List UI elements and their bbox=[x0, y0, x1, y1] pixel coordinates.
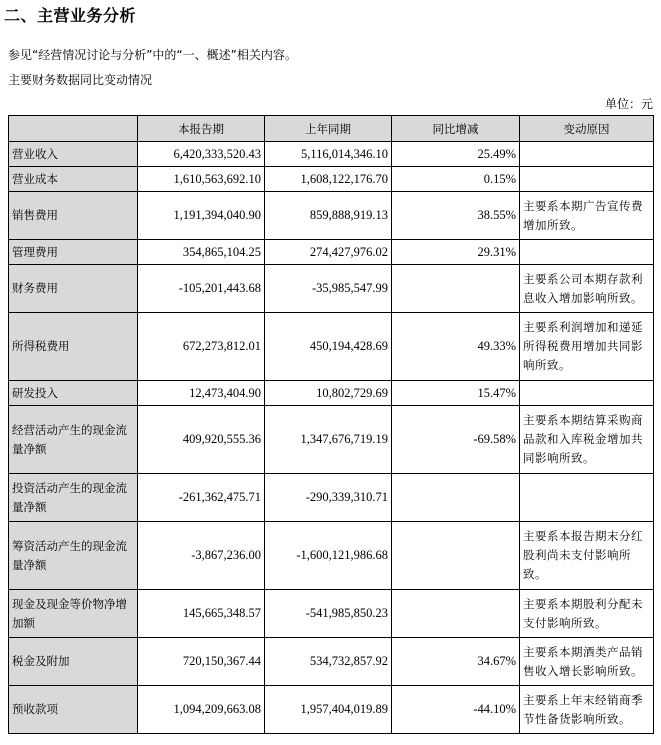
row-prior: -541,985,850.23 bbox=[265, 590, 392, 638]
row-reason: 主要系利润增加和递延所得税费用增加共同影响所致。 bbox=[520, 313, 654, 381]
row-current: 145,665,348.57 bbox=[138, 590, 265, 638]
row-item: 税金及附加 bbox=[9, 638, 138, 686]
header-prior-period: 上年同期 bbox=[265, 116, 392, 142]
row-item: 研发投入 bbox=[9, 381, 138, 406]
row-item: 营业成本 bbox=[9, 167, 138, 192]
table-row bbox=[9, 167, 654, 192]
row-change: -44.10% bbox=[392, 686, 520, 734]
row-item: 经营活动产生的现金流量净额 bbox=[9, 406, 138, 474]
row-reason: 主要系上年末经销商季节性备货影响所致。 bbox=[520, 686, 654, 734]
row-prior: 5,116,014,346.10 bbox=[265, 142, 392, 167]
row-change: 15.47% bbox=[392, 381, 520, 406]
row-change: 38.55% bbox=[392, 192, 520, 240]
financial-data-table bbox=[8, 115, 654, 734]
row-reason: 主要系本期酒类产品销售收入增长影响所致。 bbox=[520, 638, 654, 686]
row-item: 销售费用 bbox=[9, 192, 138, 240]
row-prior: 1,957,404,019.89 bbox=[265, 686, 392, 734]
row-reason bbox=[520, 381, 654, 406]
row-item: 营业收入 bbox=[9, 142, 138, 167]
table-row bbox=[9, 590, 654, 638]
row-prior: 859,888,919.13 bbox=[265, 192, 392, 240]
row-item: 管理费用 bbox=[9, 240, 138, 265]
table-row bbox=[9, 406, 654, 474]
row-current: 672,273,812.01 bbox=[138, 313, 265, 381]
row-reason bbox=[520, 167, 654, 192]
row-item: 预收款项 bbox=[9, 686, 138, 734]
row-change: 25.49% bbox=[392, 142, 520, 167]
table-row bbox=[9, 240, 654, 265]
row-change: 0.15% bbox=[392, 167, 520, 192]
row-change bbox=[392, 590, 520, 638]
row-change bbox=[392, 522, 520, 590]
row-current: 354,865,104.25 bbox=[138, 240, 265, 265]
row-current: -105,201,443.68 bbox=[138, 265, 265, 313]
row-current: -3,867,236.00 bbox=[138, 522, 265, 590]
table-row bbox=[9, 142, 654, 167]
row-reason: 主要系本期结算采购商品款和入库税金增加共同影响所致。 bbox=[520, 406, 654, 474]
row-reason bbox=[520, 240, 654, 265]
table-row bbox=[9, 522, 654, 590]
section-title: 二、主营业务分析 bbox=[4, 6, 137, 25]
table-row bbox=[9, 313, 654, 381]
row-item: 筹资活动产生的现金流量净额 bbox=[9, 522, 138, 590]
row-change bbox=[392, 265, 520, 313]
row-current: -261,362,475.71 bbox=[138, 474, 265, 522]
row-current: 720,150,367.44 bbox=[138, 638, 265, 686]
header-current-period: 本报告期 bbox=[138, 116, 265, 142]
row-prior: 1,347,676,719.19 bbox=[265, 406, 392, 474]
row-prior: 10,802,729.69 bbox=[265, 381, 392, 406]
row-current: 1,094,209,663.08 bbox=[138, 686, 265, 734]
table-header-row bbox=[9, 116, 654, 142]
row-current: 1,610,563,692.10 bbox=[138, 167, 265, 192]
unit-label: 单位：元 bbox=[604, 97, 653, 111]
table-row bbox=[9, 638, 654, 686]
row-prior: 1,608,122,176.70 bbox=[265, 167, 392, 192]
table-subtitle: 主要财务数据同比变动情况 bbox=[8, 73, 153, 87]
row-prior: -35,985,547.99 bbox=[265, 265, 392, 313]
row-change bbox=[392, 474, 520, 522]
row-prior: -1,600,121,986.68 bbox=[265, 522, 392, 590]
table-row bbox=[9, 265, 654, 313]
row-change: 34.67% bbox=[392, 638, 520, 686]
row-item: 所得税费用 bbox=[9, 313, 138, 381]
row-reason: 主要系本期广告宣传费增加所致。 bbox=[520, 192, 654, 240]
row-item: 投资活动产生的现金流量净额 bbox=[9, 474, 138, 522]
row-prior: -290,339,310.71 bbox=[265, 474, 392, 522]
table-row bbox=[9, 381, 654, 406]
intro-text: 参见“经营情况讨论与分析”中的“一、概述”相关内容。 bbox=[8, 48, 297, 62]
row-prior: 450,194,428.69 bbox=[265, 313, 392, 381]
row-item: 现金及现金等价物净增加额 bbox=[9, 590, 138, 638]
header-change-reason: 变动原因 bbox=[520, 116, 654, 142]
row-current: 12,473,404.90 bbox=[138, 381, 265, 406]
row-item: 财务费用 bbox=[9, 265, 138, 313]
table-row bbox=[9, 192, 654, 240]
row-reason bbox=[520, 474, 654, 522]
row-reason: 主要系本报告期末分红股利尚未支付影响所致。 bbox=[520, 522, 654, 590]
row-current: 409,920,555.36 bbox=[138, 406, 265, 474]
row-prior: 534,732,857.92 bbox=[265, 638, 392, 686]
row-change: 49.33% bbox=[392, 313, 520, 381]
header-item bbox=[9, 116, 138, 142]
row-reason bbox=[520, 142, 654, 167]
table-row bbox=[9, 474, 654, 522]
row-reason: 主要系本期股利分配未支付影响所致。 bbox=[520, 590, 654, 638]
row-prior: 274,427,976.02 bbox=[265, 240, 392, 265]
row-reason: 主要系公司本期存款利息收入增加影响所致。 bbox=[520, 265, 654, 313]
row-current: 1,191,394,040.90 bbox=[138, 192, 265, 240]
row-change: -69.58% bbox=[392, 406, 520, 474]
table-row bbox=[9, 686, 654, 734]
header-yoy-change: 同比增减 bbox=[392, 116, 520, 142]
row-current: 6,420,333,520.43 bbox=[138, 142, 265, 167]
row-change: 29.31% bbox=[392, 240, 520, 265]
